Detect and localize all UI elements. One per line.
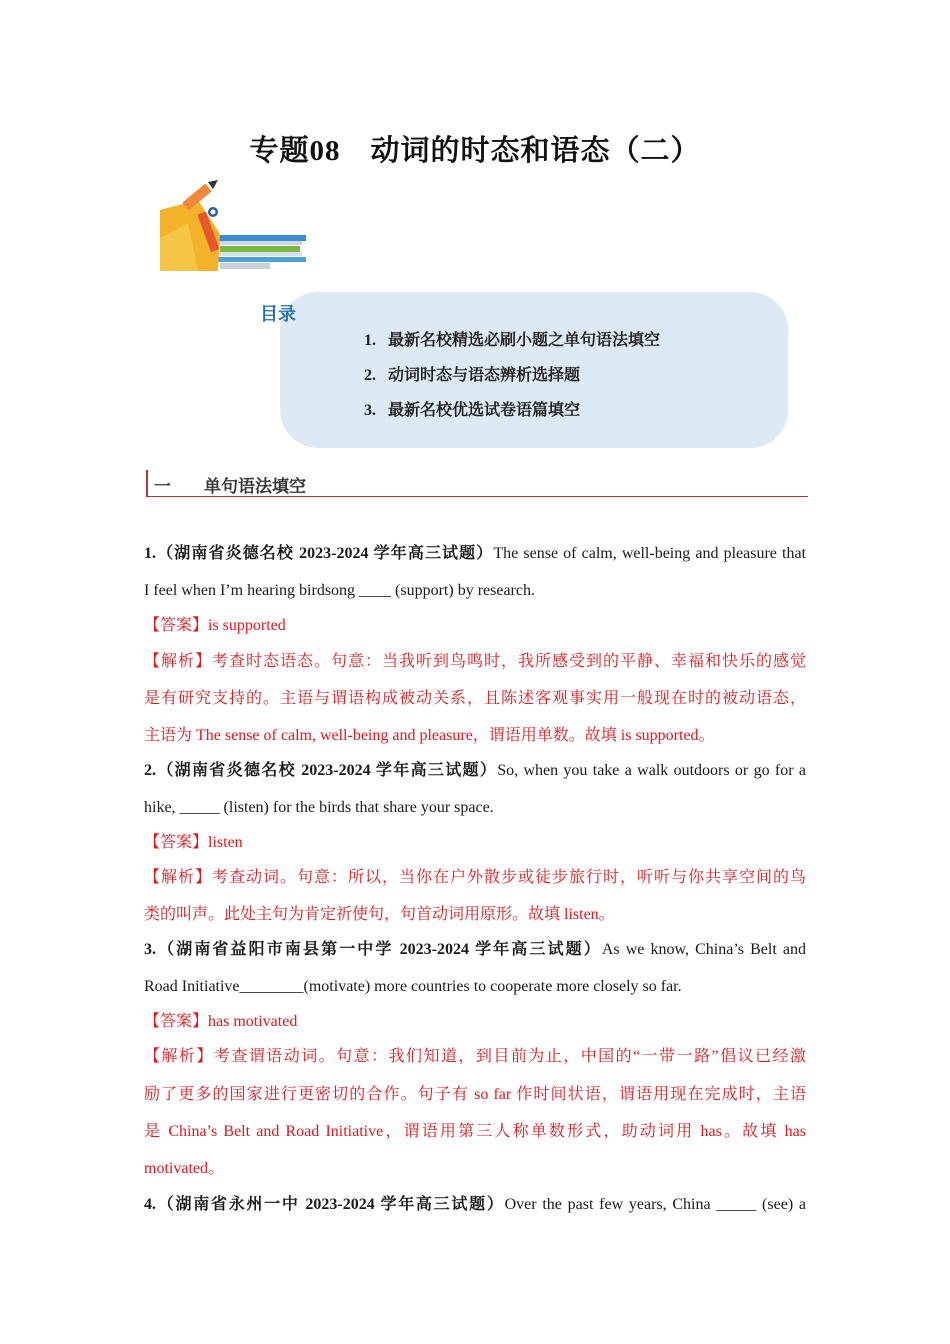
question-text: hike, _____ (listen) for the birds that share your space. — [144, 799, 494, 816]
toc-item[interactable] — [364, 327, 660, 350]
answer-line: 【答案】has motivated — [144, 1013, 298, 1030]
question-text: Road Initiative________(motivate) more countries to cooperate more closely so far. — [144, 978, 682, 995]
toc-item[interactable] — [364, 397, 580, 420]
question-line — [144, 1195, 806, 1215]
question-text: I feel when I’m hearing birdsong ____ (support) by research. — [144, 582, 535, 599]
section-heading — [146, 470, 808, 497]
toc-item[interactable] — [364, 362, 580, 385]
pencil-books-logo — [158, 178, 308, 273]
question-line — [144, 940, 806, 960]
analysis-line: motivated。 — [144, 1160, 224, 1177]
section-title: 单句语法填空 — [204, 477, 306, 496]
question-source: 4.（湖南省永州一中 2023-2024 学年高三试题） — [144, 1196, 505, 1213]
question-line — [144, 977, 806, 997]
toc-item-number: 1. — [364, 332, 376, 349]
analysis-line: 是有研究支持的。主语与谓语构成被动关系，且陈述客观事实用一般现在时的被动语态， — [144, 690, 806, 707]
toc-item-number: 2. — [364, 367, 376, 384]
toc-item-text: 动词时态与语态辨析选择题 — [388, 367, 581, 384]
question-source: 1.（湖南省炎德名校 2023-2024 学年高三试题） — [144, 545, 494, 562]
question-line — [144, 581, 806, 601]
analysis-line: 【解析】考查动词。句意：所以，当你在户外散步或徒步旅行时，听听与你共享空间的鸟 — [144, 869, 806, 886]
question-source: 3.（湖南省益阳市南县第一中学 2023-2024 学年高三试题） — [144, 941, 602, 958]
page-title: 专题08 动词的时态和语态（二） — [249, 135, 701, 167]
question-text: So, when you take a walk outdoors or go for a — [497, 762, 806, 779]
toc-label: 目录 — [260, 304, 296, 324]
section-number: 一 — [154, 477, 171, 496]
analysis-line: 【解析】考查谓语动词。句意：我们知道，到目前为止，中国的“一带一路”倡议已经激 — [144, 1048, 806, 1065]
question-source: 2.（湖南省炎德名校 2023-2024 学年高三试题） — [144, 762, 498, 779]
question-line — [144, 798, 806, 818]
answer-line: 【答案】listen — [144, 834, 243, 851]
toc-item-text: 最新名校优选试卷语篇填空 — [388, 402, 581, 419]
question-line — [144, 544, 806, 564]
analysis-line: 【解析】考查时态语态。句意：当我听到鸟鸣时，我所感受到的平静、幸福和快乐的感觉 — [144, 653, 806, 670]
answer-line: 【答案】is supported — [144, 617, 286, 634]
question-text: As we know, China’s Belt and — [601, 941, 806, 958]
analysis-line: 是 China’s Belt and Road Initiative，谓语用第三人称单数形式，助动词用 has。故填 has — [144, 1123, 806, 1140]
toc-item-number: 3. — [364, 402, 376, 419]
analysis-line: 类的叫声。此处主句为肯定祈使句，句首动词用原形。故填 listen。 — [144, 906, 615, 923]
question-text: The sense of calm, well-being and pleasure that — [493, 545, 806, 562]
analysis-line: 主语为 The sense of calm, well-being and pleasure，谓语用单数。故填 is supported。 — [144, 727, 715, 744]
question-text: Over the past few years, China _____ (see) a — [504, 1196, 806, 1213]
question-line — [144, 761, 806, 781]
analysis-line: 励了更多的国家进行更密切的合作。句子有 so far 作时间状语，谓语用现在完成时，主语 — [144, 1086, 806, 1103]
toc-item-text: 最新名校精选必刷小题之单句语法填空 — [388, 332, 661, 349]
